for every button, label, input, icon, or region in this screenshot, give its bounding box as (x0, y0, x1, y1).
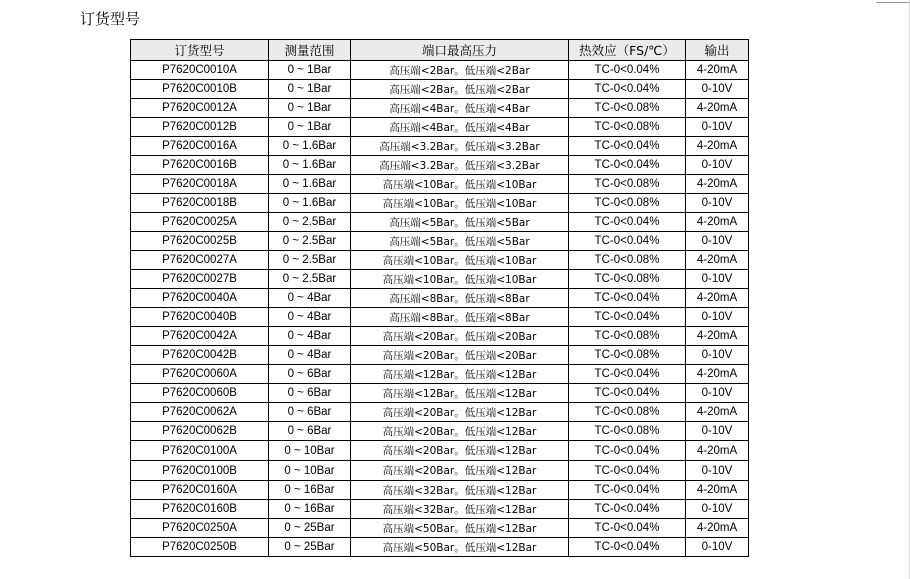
cell-thermal-effect: TC-0<0.04% (569, 441, 686, 461)
cell-output: 0-10V (686, 156, 749, 175)
cell-model: P7620C0016A (131, 137, 269, 156)
cell-thermal-effect: TC-0<0.04% (569, 481, 686, 500)
cell-thermal-effect: TC-0<0.08% (569, 403, 686, 422)
table-body (131, 61, 749, 557)
cell-model: P7620C0160A (131, 481, 269, 500)
cell-max-pressure: 高压端<8Bar。低压端<8Bar (351, 308, 569, 327)
cell-model: P7620C0018B (131, 194, 269, 213)
cell-max-pressure: 高压端<8Bar。低压端<8Bar (351, 289, 569, 308)
cell-model: P7620C0160B (131, 500, 269, 519)
cell-model: P7620C0012A (131, 99, 269, 118)
cell-range: 0 ~ 16Bar (269, 481, 351, 500)
cell-output: 4-20mA (686, 327, 749, 346)
cell-model: P7620C0027A (131, 251, 269, 270)
cell-model: P7620C0100B (131, 461, 269, 481)
table-row (131, 500, 749, 519)
cell-range: 0 ~ 2.5Bar (269, 270, 351, 289)
cell-output: 4-20mA (686, 251, 749, 270)
table-row (131, 346, 749, 365)
cell-output: 4-20mA (686, 175, 749, 194)
cell-thermal-effect: TC-0<0.08% (569, 99, 686, 118)
cell-range: 0 ~ 1.6Bar (269, 175, 351, 194)
table-row (131, 232, 749, 251)
cell-range: 0 ~ 6Bar (269, 403, 351, 422)
table-row (131, 61, 749, 80)
table-row (131, 519, 749, 538)
table-row (131, 118, 749, 137)
cell-model: P7620C0250B (131, 538, 269, 557)
section-title: 订货型号 (80, 10, 141, 28)
cell-thermal-effect: TC-0<0.04% (569, 232, 686, 251)
table-row (131, 441, 749, 461)
cell-model: P7620C0042A (131, 327, 269, 346)
table-row (131, 194, 749, 213)
cell-thermal-effect: TC-0<0.08% (569, 175, 686, 194)
cell-output: 0-10V (686, 270, 749, 289)
cell-thermal-effect: TC-0<0.08% (569, 270, 686, 289)
cell-output: 4-20mA (686, 481, 749, 500)
cell-range: 0 ~ 1.6Bar (269, 194, 351, 213)
cell-max-pressure: 高压端<20Bar。低压端<12Bar (351, 461, 569, 481)
cell-thermal-effect: TC-0<0.08% (569, 251, 686, 270)
cell-range: 0 ~ 6Bar (269, 422, 351, 441)
table-row (131, 289, 749, 308)
cell-output: 0-10V (686, 461, 749, 481)
cell-model: P7620C0010A (131, 61, 269, 80)
table-row (131, 327, 749, 346)
header-range: 测量范围 (269, 40, 351, 61)
cell-range: 0 ~ 1Bar (269, 118, 351, 137)
table-row (131, 156, 749, 175)
cell-max-pressure: 高压端<12Bar。低压端<12Bar (351, 384, 569, 403)
cell-range: 0 ~ 10Bar (269, 461, 351, 481)
cell-range: 0 ~ 2.5Bar (269, 232, 351, 251)
cell-output: 0-10V (686, 500, 749, 519)
cell-range: 0 ~ 6Bar (269, 365, 351, 384)
table-row (131, 99, 749, 118)
cell-model: P7620C0027B (131, 270, 269, 289)
cell-output: 4-20mA (686, 137, 749, 156)
cell-thermal-effect: TC-0<0.04% (569, 519, 686, 538)
cell-output: 0-10V (686, 232, 749, 251)
cell-model: P7620C0010B (131, 80, 269, 99)
cell-max-pressure: 高压端<20Bar。低压端<12Bar (351, 422, 569, 441)
order-model-table (130, 39, 749, 557)
cell-max-pressure: 高压端<20Bar。低压端<20Bar (351, 327, 569, 346)
cell-thermal-effect: TC-0<0.08% (569, 194, 686, 213)
cell-output: 4-20mA (686, 99, 749, 118)
cell-range: 0 ~ 2.5Bar (269, 251, 351, 270)
table-row (131, 251, 749, 270)
cell-model: P7620C0062A (131, 403, 269, 422)
table-row (131, 137, 749, 156)
table-row (131, 461, 749, 481)
table-row (131, 384, 749, 403)
cell-range: 0 ~ 1Bar (269, 61, 351, 80)
cell-range: 0 ~ 16Bar (269, 500, 351, 519)
cell-output: 0-10V (686, 118, 749, 137)
cell-max-pressure: 高压端<12Bar。低压端<12Bar (351, 365, 569, 384)
cell-output: 4-20mA (686, 403, 749, 422)
cell-range: 0 ~ 25Bar (269, 519, 351, 538)
cell-max-pressure: 高压端<10Bar。低压端<10Bar (351, 270, 569, 289)
table-header-row (131, 40, 749, 61)
header-model: 订货型号 (131, 40, 269, 61)
cell-model: P7620C0042B (131, 346, 269, 365)
cell-max-pressure: 高压端<3.2Bar。低压端<3.2Bar (351, 137, 569, 156)
cell-max-pressure: 高压端<10Bar。低压端<10Bar (351, 175, 569, 194)
cell-thermal-effect: TC-0<0.04% (569, 61, 686, 80)
cell-thermal-effect: TC-0<0.04% (569, 500, 686, 519)
cell-model: P7620C0025A (131, 213, 269, 232)
cell-max-pressure: 高压端<2Bar。低压端<2Bar (351, 61, 569, 80)
cell-thermal-effect: TC-0<0.04% (569, 365, 686, 384)
table-row (131, 270, 749, 289)
cell-output: 4-20mA (686, 519, 749, 538)
cell-max-pressure: 高压端<10Bar。低压端<10Bar (351, 194, 569, 213)
cell-max-pressure: 高压端<4Bar。低压端<4Bar (351, 99, 569, 118)
cell-thermal-effect: TC-0<0.08% (569, 422, 686, 441)
cell-thermal-effect: TC-0<0.08% (569, 118, 686, 137)
cell-model: P7620C0060A (131, 365, 269, 384)
cell-thermal-effect: TC-0<0.04% (569, 289, 686, 308)
cell-max-pressure: 高压端<32Bar。低压端<12Bar (351, 500, 569, 519)
cell-model: P7620C0025B (131, 232, 269, 251)
cell-output: 0-10V (686, 80, 749, 99)
cell-model: P7620C0016B (131, 156, 269, 175)
cell-thermal-effect: TC-0<0.04% (569, 384, 686, 403)
cell-max-pressure: 高压端<10Bar。低压端<10Bar (351, 251, 569, 270)
cell-output: 4-20mA (686, 365, 749, 384)
cell-max-pressure: 高压端<20Bar。低压端<20Bar (351, 346, 569, 365)
header-thermal-effect: 热效应（FS/℃） (569, 40, 686, 61)
cell-max-pressure: 高压端<20Bar。低压端<12Bar (351, 403, 569, 422)
cell-output: 4-20mA (686, 213, 749, 232)
table-row (131, 175, 749, 194)
cell-model: P7620C0040B (131, 308, 269, 327)
cell-model: P7620C0060B (131, 384, 269, 403)
cell-max-pressure: 高压端<20Bar。低压端<12Bar (351, 441, 569, 461)
table-row (131, 481, 749, 500)
cell-thermal-effect: TC-0<0.04% (569, 213, 686, 232)
top-right-rule (876, 2, 910, 3)
cell-max-pressure: 高压端<5Bar。低压端<5Bar (351, 213, 569, 232)
cell-output: 0-10V (686, 308, 749, 327)
cell-max-pressure: 高压端<2Bar。低压端<2Bar (351, 80, 569, 99)
cell-model: P7620C0040A (131, 289, 269, 308)
cell-range: 0 ~ 4Bar (269, 289, 351, 308)
cell-output: 4-20mA (686, 61, 749, 80)
cell-range: 0 ~ 1.6Bar (269, 137, 351, 156)
cell-output: 0-10V (686, 346, 749, 365)
cell-range: 0 ~ 6Bar (269, 384, 351, 403)
cell-range: 0 ~ 4Bar (269, 346, 351, 365)
cell-thermal-effect: TC-0<0.04% (569, 137, 686, 156)
cell-thermal-effect: TC-0<0.04% (569, 80, 686, 99)
cell-max-pressure: 高压端<5Bar。低压端<5Bar (351, 232, 569, 251)
header-max-pressure: 端口最高压力 (351, 40, 569, 61)
table-row (131, 80, 749, 99)
cell-output: 0-10V (686, 194, 749, 213)
cell-model: P7620C0012B (131, 118, 269, 137)
cell-max-pressure: 高压端<3.2Bar。低压端<3.2Bar (351, 156, 569, 175)
cell-thermal-effect: TC-0<0.04% (569, 538, 686, 557)
cell-range: 0 ~ 1.6Bar (269, 156, 351, 175)
cell-range: 0 ~ 25Bar (269, 538, 351, 557)
cell-max-pressure: 高压端<4Bar。低压端<4Bar (351, 118, 569, 137)
table-row (131, 538, 749, 557)
cell-max-pressure: 高压端<50Bar。低压端<12Bar (351, 538, 569, 557)
cell-model: P7620C0018A (131, 175, 269, 194)
header-output: 输出 (686, 40, 749, 61)
cell-output: 4-20mA (686, 441, 749, 461)
cell-output: 0-10V (686, 538, 749, 557)
table-row (131, 422, 749, 441)
cell-output: 4-20mA (686, 289, 749, 308)
cell-thermal-effect: TC-0<0.04% (569, 308, 686, 327)
cell-model: P7620C0250A (131, 519, 269, 538)
cell-thermal-effect: TC-0<0.04% (569, 156, 686, 175)
cell-thermal-effect: TC-0<0.04% (569, 461, 686, 481)
cell-model: P7620C0062B (131, 422, 269, 441)
cell-range: 0 ~ 4Bar (269, 327, 351, 346)
cell-output: 0-10V (686, 384, 749, 403)
cell-thermal-effect: TC-0<0.08% (569, 327, 686, 346)
cell-range: 0 ~ 1Bar (269, 99, 351, 118)
cell-max-pressure: 高压端<50Bar。低压端<12Bar (351, 519, 569, 538)
cell-range: 0 ~ 1Bar (269, 80, 351, 99)
cell-output: 0-10V (686, 422, 749, 441)
cell-range: 0 ~ 2.5Bar (269, 213, 351, 232)
table-row (131, 308, 749, 327)
cell-range: 0 ~ 10Bar (269, 441, 351, 461)
cell-model: P7620C0100A (131, 441, 269, 461)
table-row (131, 213, 749, 232)
cell-thermal-effect: TC-0<0.08% (569, 346, 686, 365)
table-row (131, 365, 749, 384)
cell-max-pressure: 高压端<32Bar。低压端<12Bar (351, 481, 569, 500)
table-row (131, 403, 749, 422)
cell-range: 0 ~ 4Bar (269, 308, 351, 327)
